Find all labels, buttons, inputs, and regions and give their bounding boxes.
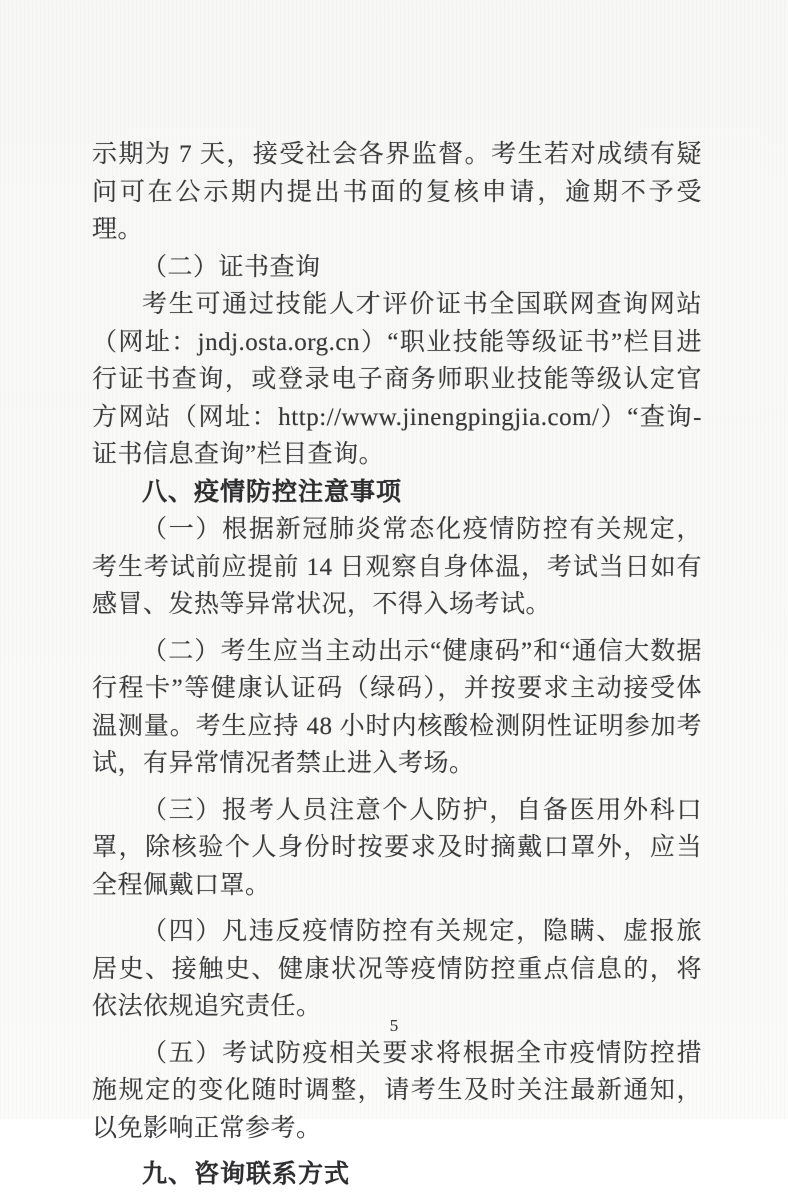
paragraph: 考生可通过技能人才评价证书全国联网查询网站（网址：jndj.osta.org.cn）“职业技能等级证书”栏目进行证书查询，或登录电子商务师职业技能等级认定官方网站（网址：http://www.jinengpingjia.com/）“查询-证书信息查询”栏目查询。: [92, 291, 702, 468]
section-heading: 八、疫情防控注意事项: [142, 477, 403, 506]
paragraph: 示期为 7 天，接受社会各界监督。考生若对成绩有疑问可在公示期内提出书面的复核申请，逾期不予受理。: [92, 141, 702, 243]
scan-artifact-speck: [444, 1042, 448, 1044]
paragraph: （二）考生应当主动出示“健康码”和“通信大数据行程卡”等健康认证码（绿码），并按要求主动接受体温测量。考生应持 48 小时内核酸检测阴性证明参加考试，有异常情况者禁止进入考场。: [92, 637, 702, 777]
page-number: 5: [389, 1016, 399, 1035]
section-heading: 九、咨询联系方式: [142, 1160, 351, 1188]
paragraph: （五）考试防疫相关要求将根据全市疫情防控措施规定的变化随时调整，请考生及时关注最新通知，以免影响正常参考。: [92, 1039, 702, 1142]
paragraph: （二）证书查询: [142, 253, 321, 281]
paragraph: （三）报考人员注意个人防护，自备医用外科口罩，除核验个人身份时按要求及时摘戴口罩外，应当全程佩戴口罩。: [92, 796, 702, 899]
paragraph: （四）凡违反疫情防控有关规定，隐瞒、虚报旅居史、接触史、健康状况等疫情防控重点信息的，将依法依规追究责任。: [92, 918, 702, 1020]
paragraph: （一）根据新冠肺炎常态化疫情防控有关规定，考生考试前应提前 14 日观察自身体温，考试当日如有感冒、发热等异常状况，不得入场考试。: [92, 516, 702, 618]
